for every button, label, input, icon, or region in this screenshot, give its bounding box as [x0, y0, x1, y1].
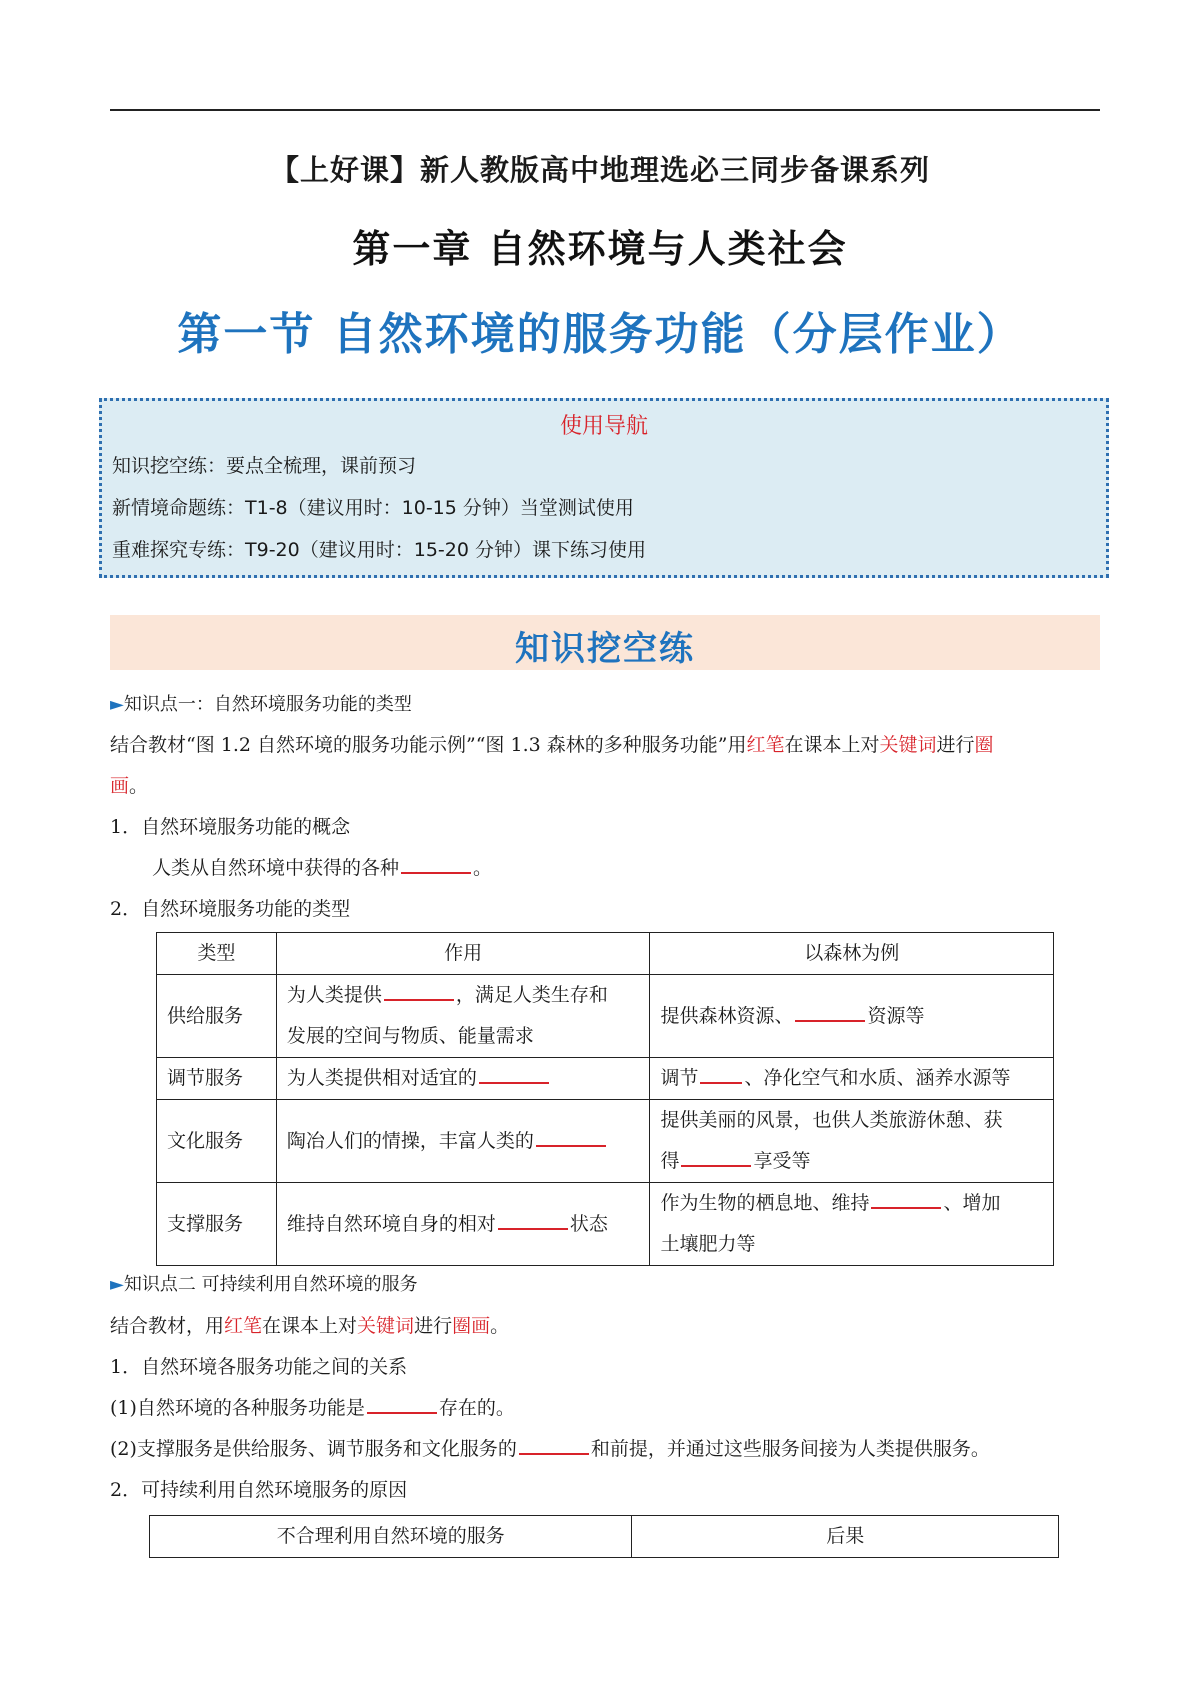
type-cell: 供给服务	[157, 975, 277, 1058]
role-cell: 为人类提供相对适宜的	[276, 1058, 650, 1100]
fill-blank[interactable]	[401, 858, 471, 874]
service-types-table	[156, 932, 1054, 1266]
kp1-item1-text: 人类从自然环境中获得的各种 。	[152, 857, 493, 879]
fill-blank[interactable]	[536, 1131, 606, 1147]
table-header-row	[157, 933, 1054, 975]
kp2-sub2: (2)支撑服务是供给服务、调节服务和文化服务的 和前提，并通过这些服务间接为人类提供服务。	[110, 1438, 990, 1460]
example-cell: 调节 、净化空气和水质、涵养水源等	[650, 1058, 1054, 1100]
kp2-intro: 结合教材，用红笔在课本上对关键词进行圈画。	[110, 1315, 510, 1337]
fill-blank[interactable]	[795, 1006, 865, 1022]
kp1-intro-cont: 画。	[110, 775, 149, 797]
table-header: 不合理利用自然环境的服务	[150, 1516, 632, 1558]
role-cell: 维持自然环境自身的相对 状态	[276, 1183, 650, 1266]
section-banner	[110, 615, 1100, 670]
table-header: 以森林为例	[650, 933, 1054, 975]
type-cell: 支撑服务	[157, 1183, 277, 1266]
top-rule	[110, 109, 1100, 111]
table-row	[157, 1100, 1054, 1183]
kp1-item1: 1．自然环境服务功能的概念	[110, 816, 351, 838]
series-title: 【上好课】新人教版高中地理选必三同步备课系列	[269, 153, 930, 187]
section-banner-title: 知识挖空练	[515, 629, 695, 669]
fill-blank[interactable]	[498, 1214, 568, 1230]
section-title: 第一节 自然环境的服务功能（分层作业）	[177, 309, 1023, 360]
fill-blank[interactable]	[367, 1398, 437, 1414]
kp2-item2: 2．可持续利用自然环境服务的原因	[110, 1479, 408, 1501]
kp1-item2: 2．自然环境服务功能的类型	[110, 898, 351, 920]
guide-line-1: 知识挖空练：要点全梳理，课前预习	[112, 455, 417, 477]
table-row	[157, 1058, 1054, 1100]
example-cell: 提供美丽的风景，也供人类旅游休憩、获 得 享受等	[650, 1100, 1054, 1183]
example-cell: 作为生物的栖息地、维持 、增加 土壤肥力等	[650, 1183, 1054, 1266]
sustainable-use-table	[149, 1515, 1059, 1558]
table-header: 类型	[157, 933, 277, 975]
triangle-bullet-icon: ►	[110, 694, 124, 715]
fill-blank[interactable]	[871, 1193, 941, 1209]
chapter-title: 第一章 自然环境与人类社会	[352, 227, 848, 271]
triangle-bullet-icon: ►	[110, 1274, 124, 1295]
table-row	[157, 975, 1054, 1058]
usage-guide-title: 使用导航	[559, 414, 648, 439]
fill-blank[interactable]	[479, 1068, 549, 1084]
kp2-item1: 1．自然环境各服务功能之间的关系	[110, 1356, 408, 1378]
fill-blank[interactable]	[700, 1068, 742, 1084]
usage-guide-box	[99, 398, 1109, 578]
guide-line-2: 新情境命题练：T1-8（建议用时：10-15 分钟）当堂测试使用	[112, 497, 634, 519]
fill-blank[interactable]	[519, 1439, 589, 1455]
kp1-intro: 结合教材“图 1.2 自然环境的服务功能示例”“图 1.3 森林的多种服务功能”用红笔在课本上对关键词进行圈	[110, 734, 994, 756]
role-cell: 为人类提供 ，满足人类生存和 发展的空间与物质、能量需求	[276, 975, 650, 1058]
type-cell: 调节服务	[157, 1058, 277, 1100]
kp1-heading: ►知识点一：自然环境服务功能的类型	[110, 694, 412, 715]
guide-line-3: 重难探究专练：T9-20（建议用时：15-20 分钟）课下练习使用	[112, 539, 646, 561]
table-header: 作用	[276, 933, 650, 975]
type-cell: 文化服务	[157, 1100, 277, 1183]
kp2-sub1: (1)自然环境的各种服务功能是 存在的。	[110, 1397, 515, 1419]
role-cell: 陶冶人们的情操，丰富人类的	[276, 1100, 650, 1183]
table-header: 后果	[632, 1516, 1059, 1558]
table-header-row	[150, 1516, 1059, 1558]
fill-blank[interactable]	[384, 985, 454, 1001]
example-cell: 提供森林资源、 资源等	[650, 975, 1054, 1058]
fill-blank[interactable]	[681, 1151, 751, 1167]
table-row	[157, 1183, 1054, 1266]
kp2-heading: ►知识点二 可持续利用自然环境的服务	[110, 1274, 418, 1295]
